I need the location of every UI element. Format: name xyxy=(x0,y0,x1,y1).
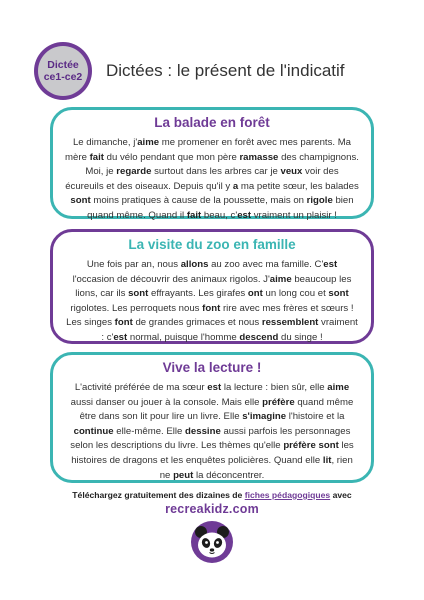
verb: veux xyxy=(280,166,303,178)
text-segment: effrayants. Les girafes xyxy=(148,288,248,300)
fiches-link[interactable]: fiches pédagogiques xyxy=(244,490,331,500)
verb: regarde xyxy=(116,166,152,178)
text-segment: surtout dans les arbres car je xyxy=(151,166,281,178)
site-link[interactable]: recreakidz.com xyxy=(165,502,259,516)
verb: ramasse xyxy=(239,151,279,163)
verb: est xyxy=(237,209,252,221)
panda-icon xyxy=(190,520,234,564)
footer-text-after: avec xyxy=(330,490,352,500)
verb: ressemblent xyxy=(261,317,319,329)
text-segment: un long cou et xyxy=(262,288,329,300)
card-title: La balade en forêt xyxy=(154,115,270,130)
text-segment: moins pratiques à cause de la poussette, mais on xyxy=(90,195,307,207)
verb: s'imagine xyxy=(242,411,287,423)
level-badge xyxy=(34,42,92,100)
text-segment: au zoo avec ma famille. C' xyxy=(208,259,324,270)
verb: fait xyxy=(186,209,202,221)
verb: font xyxy=(202,302,221,314)
card-zoo xyxy=(50,229,374,344)
text-segment: elle-même. Elle xyxy=(113,425,186,437)
text-segment: les histoires de dragons et les enquêtes policières. Quand elle xyxy=(71,440,354,466)
verb: aime xyxy=(327,382,350,393)
verb: est xyxy=(323,259,338,270)
text-segment: normal, puisque l'homme xyxy=(127,331,240,343)
verb: aime xyxy=(137,137,160,148)
page-title: Dictées : le présent de l'indicatif xyxy=(106,61,345,80)
verb: préfère xyxy=(262,396,295,408)
card-text xyxy=(53,133,371,224)
text-segment: des champignons. Moi, je xyxy=(85,151,359,178)
text-segment: beaucoup les lions, car ils xyxy=(75,273,352,300)
text-segment: la déconcentrer. xyxy=(193,469,265,481)
verb: dessine xyxy=(185,425,221,437)
text-segment: voir des écureuils et des oiseaux. Depuis qu'il y xyxy=(65,166,339,192)
text-segment: L'activité préférée de ma sœur xyxy=(74,382,208,393)
verb: est xyxy=(207,382,222,393)
verb: continue xyxy=(73,425,114,437)
text-segment: de grandes grimaces et nous xyxy=(132,317,262,329)
text-segment: quand même être dans son lit pour lire un livre. Elle xyxy=(79,396,354,423)
verb: est xyxy=(113,331,128,343)
text-segment: du singe ! xyxy=(278,331,323,343)
verb: lit xyxy=(322,454,332,466)
verb: fait xyxy=(89,151,104,163)
text-segment: Une fois par an, nous xyxy=(86,259,181,270)
verb: ont xyxy=(247,288,263,300)
level-badge-inner xyxy=(38,46,88,96)
text-segment: la lecture : bien sûr, elle xyxy=(221,382,328,393)
card-text xyxy=(53,255,371,346)
badge-line2: ce1-ce2 xyxy=(43,71,83,83)
verb: peut xyxy=(173,469,194,481)
card-text xyxy=(53,378,371,483)
verb: allons xyxy=(180,259,209,270)
text-segment: du vélo pendant que mon père xyxy=(103,151,240,163)
header xyxy=(34,42,394,100)
verb: préfère sont xyxy=(283,440,339,452)
card-lecture xyxy=(50,352,374,483)
footer-text-before: Téléchargez gratuitement des dizaines de xyxy=(72,490,245,500)
text-segment: l'occasion de découvrir des animaux rigolos. J' xyxy=(72,273,270,285)
card-balade xyxy=(50,107,374,219)
text-segment: rire avec mes frères et sœurs ! Les singes xyxy=(66,302,354,329)
text-segment: Le dimanche, j' xyxy=(72,137,138,148)
verb: sont xyxy=(70,195,91,207)
text-segment: rigolotes. Les perroquets nous xyxy=(70,302,203,314)
text-segment: l'histoire et la xyxy=(286,411,345,423)
verb: rigole xyxy=(306,195,333,207)
verb: font xyxy=(114,317,133,329)
text-segment: beau, c' xyxy=(201,209,238,221)
text-segment: bien quand même. Quand il xyxy=(87,195,354,221)
text-segment: aussi danser ou jouer à la console. Mais elle xyxy=(70,396,263,408)
text-segment: , rien ne xyxy=(159,454,353,481)
text-segment: me promener en forêt avec mes parents. Ma mère xyxy=(65,137,352,163)
card-title: La visite du zoo en famille xyxy=(128,237,296,252)
verb: descend xyxy=(239,331,279,343)
card-title: Vive la lecture ! xyxy=(162,360,262,375)
verb: sont xyxy=(128,288,149,300)
text-segment: vraiment un plaisir ! xyxy=(251,209,337,221)
verb: aime xyxy=(269,273,292,285)
verb: a xyxy=(232,180,239,192)
footer-promo xyxy=(0,490,424,500)
text-segment: aussi parfois les personnages selon les descriptions du livre. Les thèmes qu'elle xyxy=(70,425,351,452)
text-segment: ma petite sœur, les balades xyxy=(238,180,359,192)
badge-line1: Dictée xyxy=(47,59,79,71)
verb: sont xyxy=(328,288,349,300)
text-segment: vraiment : c' xyxy=(101,317,358,343)
